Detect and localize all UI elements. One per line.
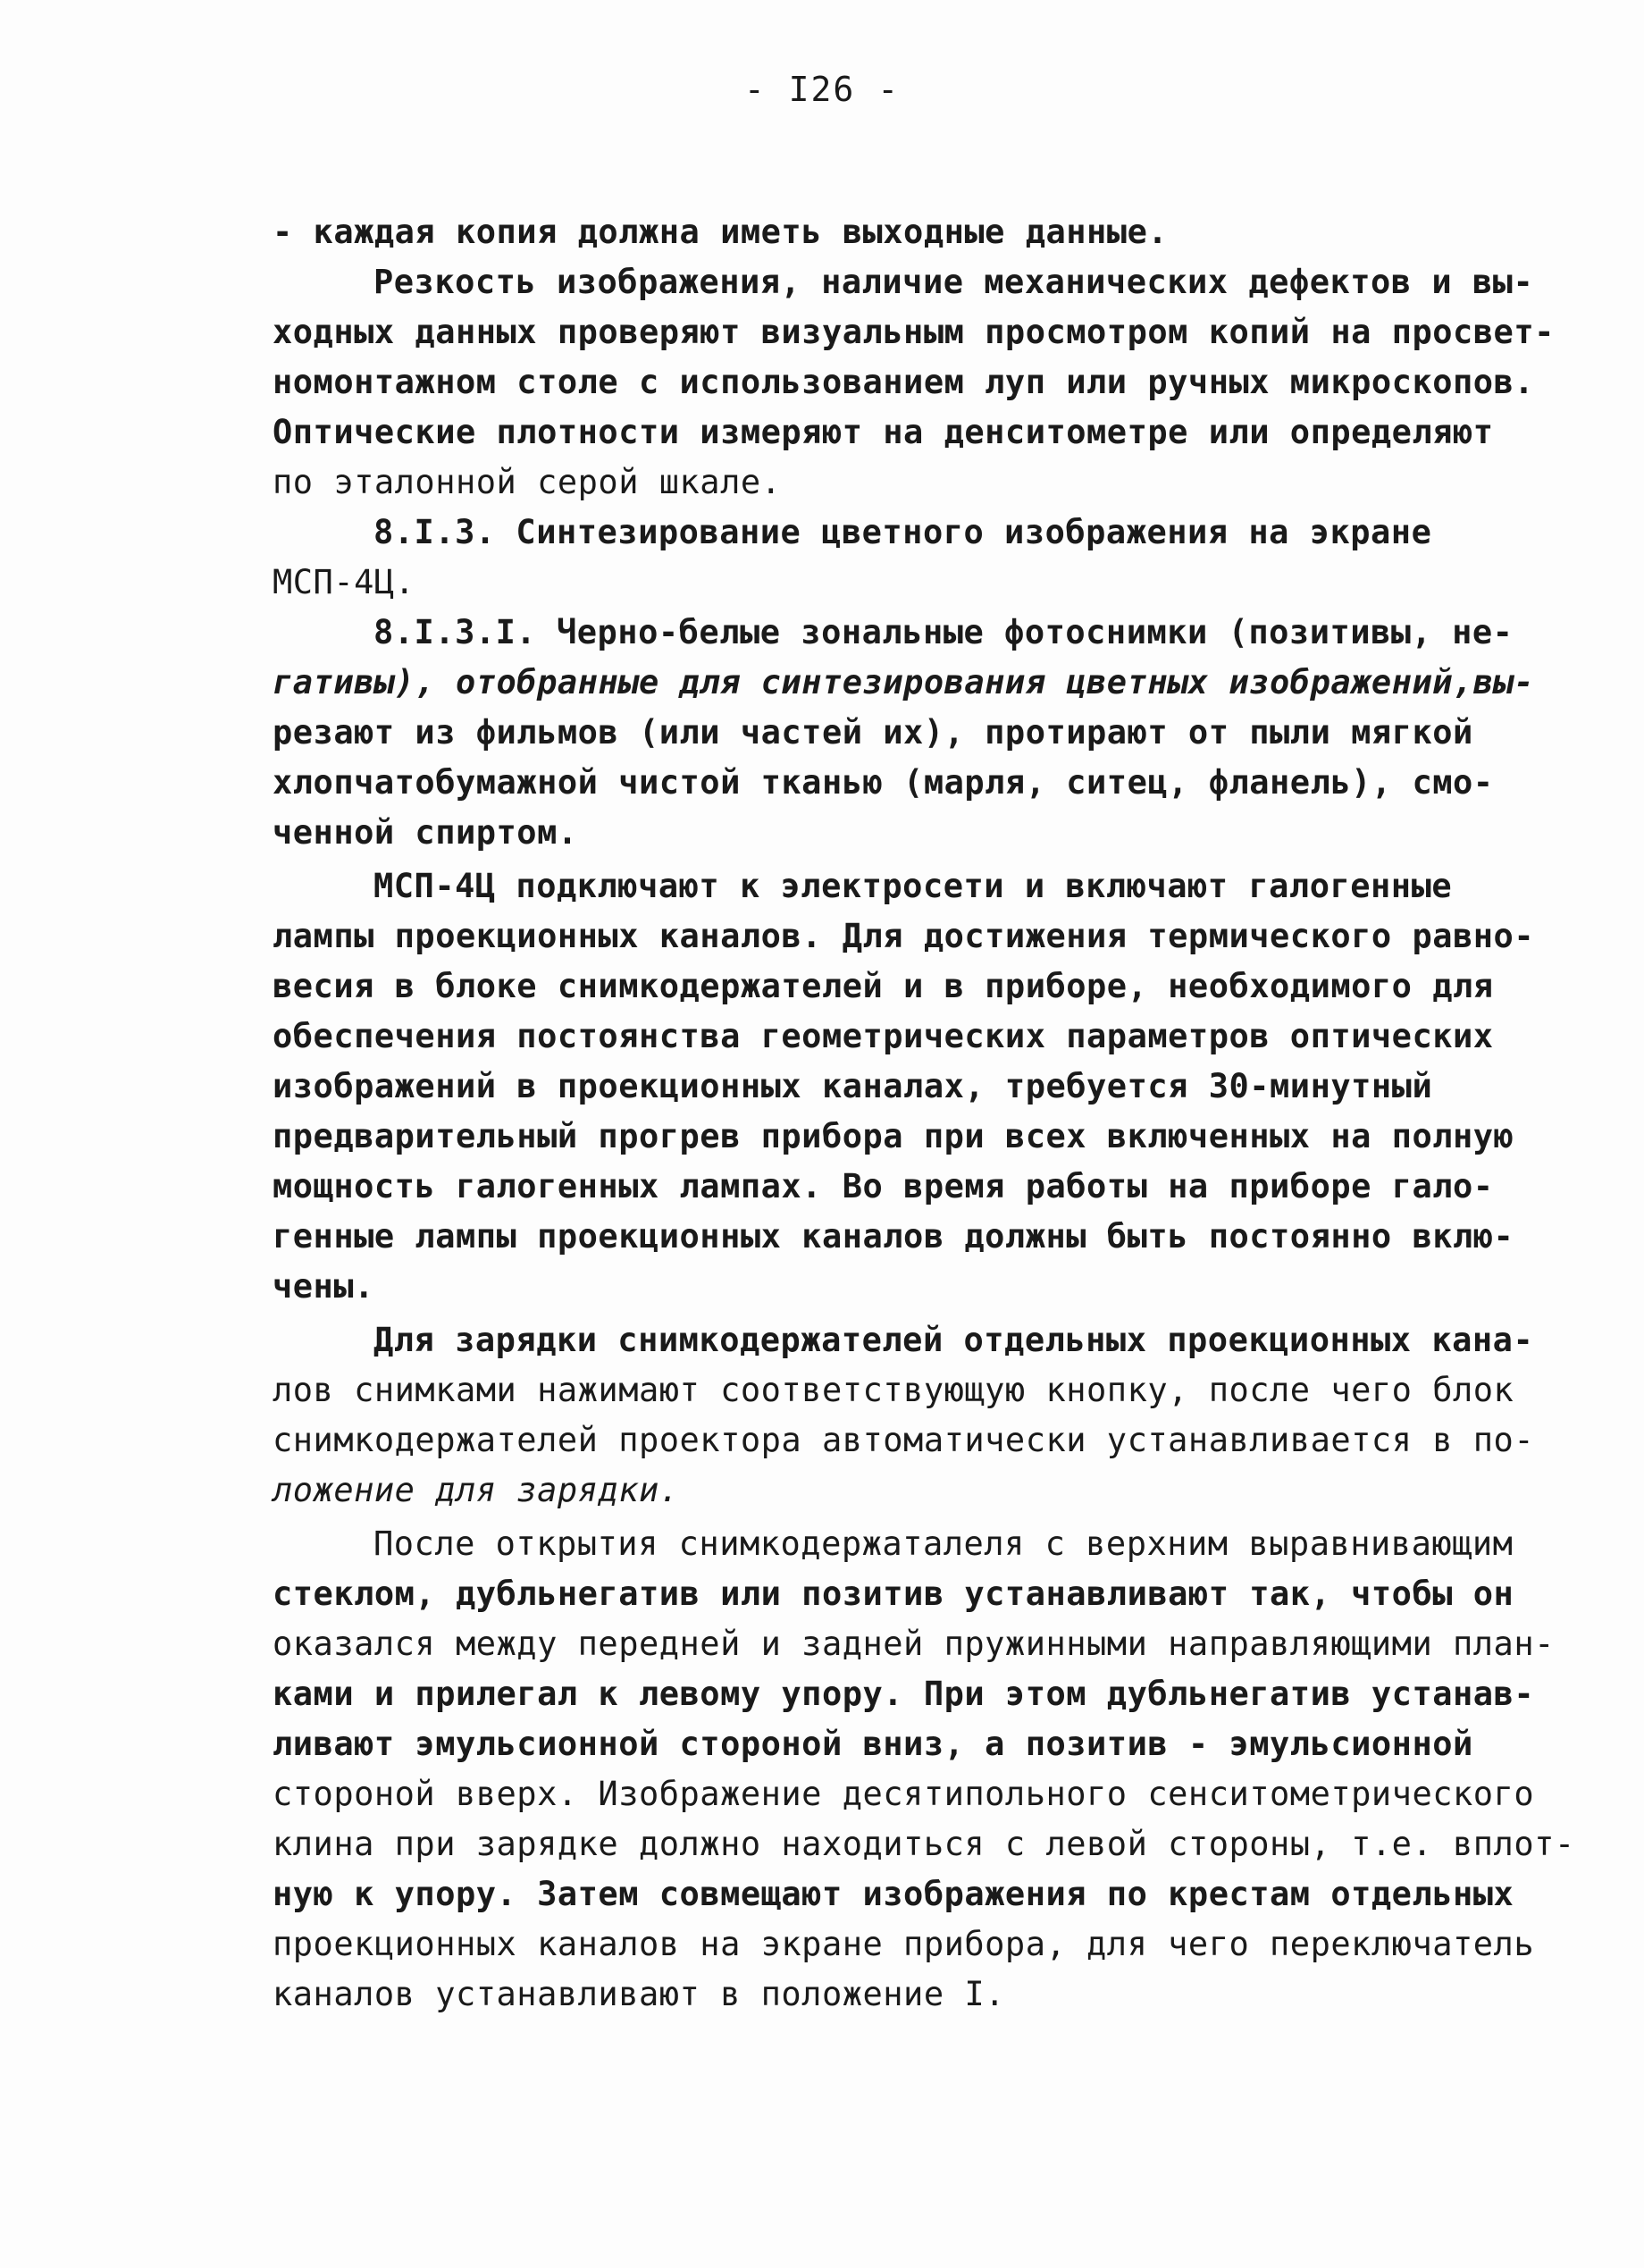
text-line-35: проекционных каналов на экране прибора, для чего переключатель (273, 1925, 1535, 1963)
text-line-13: ченной спиртом. (273, 813, 578, 852)
text-line-36: каналов устанавливают в положение I. (273, 1975, 1005, 2013)
text-line-1: - каждая копия должна иметь выходные данные. (273, 213, 1169, 251)
text-line-34: ную к упору. Затем совмещают изображения по крестам отдельных (273, 1875, 1514, 1913)
text-line-28: стеклом, дубльнегатив или позитив устанавливают так, чтобы он (273, 1575, 1514, 1613)
text-line-5: Оптические плотности измеряют на денситометре или определяют (273, 413, 1494, 451)
text-line-32: стороной вверх. Изображение десятипольного сенситометрического (273, 1775, 1535, 1813)
text-line-2: Резкость изображения, наличие механических дефектов и вы- (373, 263, 1534, 301)
text-line-29: оказался между передней и задней пружинными направляющими план- (273, 1625, 1555, 1663)
text-line-31: ливают эмульсионной стороной вниз, а позитив - эмульсионной (273, 1725, 1473, 1763)
text-line-6: по эталонной серой шкале. (273, 463, 782, 501)
text-line-18: изображений в проекционных каналах, требуется 30-минутный (273, 1067, 1433, 1105)
text-line-30: ками и прилегал к левому упору. При этом дубльнегатив устанав- (273, 1675, 1535, 1713)
text-line-7: 8.I.3. Синтезирование цветного изображения на экране (373, 513, 1432, 551)
text-line-15: лампы проекционных каналов. Для достижения термического равно- (273, 917, 1535, 955)
text-line-9: 8.I.3.I. Черно-белые зональные фотоснимки (позитивы, не- (373, 613, 1514, 651)
text-line-20: мощность галогенных лампах. Во время работы на приборе гало- (273, 1167, 1494, 1205)
text-line-4: номонтажном столе с использованием луп или ручных микроскопов. (273, 363, 1535, 401)
text-line-12: хлопчатобумажной чистой тканью (марля, ситец, фланель), смо- (273, 763, 1494, 802)
text-line-23: Для зарядки снимкодержателей отдельных проекционных кана- (373, 1321, 1534, 1359)
text-line-25: снимкодержателей проектора автоматически устанавливается в по- (273, 1421, 1535, 1459)
text-line-3: ходных данных проверяют визуальным просмотром копий на просвет- (273, 313, 1555, 351)
text-line-26: ложение для зарядки. (273, 1471, 680, 1509)
page-number: - I26 - (743, 70, 901, 109)
text-line-21: генные лампы проекционных каналов должны быть постоянно вклю- (273, 1217, 1514, 1256)
text-line-8: МСП-4Ц. (273, 563, 415, 601)
text-line-27: После открытия снимкодержаталеля с верхним выравнивающим (373, 1525, 1514, 1563)
text-line-17: обеспечения постоянства геометрических параметров оптических (273, 1017, 1494, 1055)
text-line-19: предварительный прогрев прибора при всех включенных на полную (273, 1117, 1514, 1155)
text-line-10: гативы), отобранные для синтезирования цветных изображений,вы- (273, 663, 1535, 701)
text-line-16: весия в блоке снимкодержателей и в приборе, необходимого для (273, 967, 1494, 1005)
text-line-33: клина при зарядке должно находиться с левой стороны, т.е. вплот- (273, 1825, 1575, 1863)
text-line-14: МСП-4Ц подключают к электросети и включают галогенные (373, 867, 1453, 905)
text-line-24: лов снимками нажимают соответствующую кнопку, после чего блок (273, 1371, 1514, 1409)
text-line-11: резают из фильмов (или частей их), протирают от пыли мягкой (273, 713, 1473, 752)
text-line-22: чены. (273, 1267, 374, 1306)
